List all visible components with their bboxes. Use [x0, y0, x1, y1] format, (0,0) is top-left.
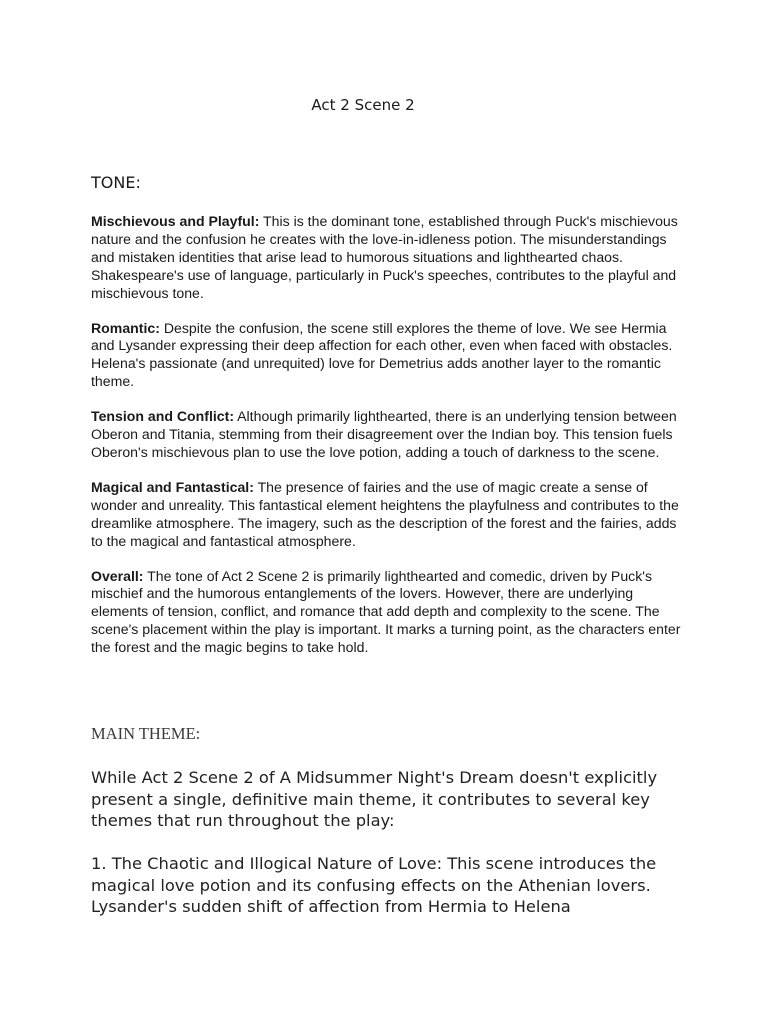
tone-item-label: Magical and Fantastical: [91, 478, 254, 495]
tone-item-overall [91, 568, 681, 658]
tone-item-label: Romantic: [91, 319, 160, 336]
tone-item-text: The tone of Act 2 Scene 2 is primarily lighthearted and comedic, driven by Puck's mischief and the humorous entanglements of the lovers. However, there are underlying elements of tension, conflict, and romance that add depth and complexity to the scene. The scene's placement within the play is important. It marks a turning point, as the characters enter the forest and the magic begins to take hold. [91, 567, 681, 656]
tone-list [91, 213, 681, 674]
tone-item-magical [91, 479, 681, 551]
tone-item-label: Mischievous and Playful: [91, 213, 260, 229]
tone-item-text: The presence of fairies and the use of magic create a sense of wonder and unreality. This fantastical element heightens the playfulness and contributes to the dreamlike atmosphere. The imagery, such as the description of the forest and the fairies, adds to the magical and fantastical atmosphere. [91, 478, 679, 549]
tone-item-label: Tension and Conflict: [91, 408, 235, 425]
tone-item-text: Despite the confusion, the scene still explores the theme of love. We see Hermia and Lysander expressing their deep affection for each other, even when faced with obstacles. Helena's passionate (and unrequited) love for Demetrius adds another layer to the romantic theme. [91, 319, 673, 390]
tone-item-tension [91, 408, 681, 462]
main-theme-heading: MAIN THEME: [91, 724, 201, 743]
tone-item-romantic [91, 320, 681, 392]
tone-heading: TONE: [91, 173, 141, 192]
page-title: Act 2 Scene 2 [311, 96, 415, 114]
tone-item-text: This is the dominant tone, established through Puck's mischievous nature and the confusion he creates with the love-in-idleness potion. The misunderstandings and mistaken identities that arise lead to humorous situations and lighthearted chaos. Shakespeare's use of language, particularly in Puck's speeches, contributes to the playful and mischievous tone. [91, 213, 678, 301]
main-theme-point-1: 1. The Chaotic and Illogical Nature of Love: This scene introduces the magical love potion and its confusing effects on the Athenian lovers. Lysander's sudden shift of affection from Hermia to Helena [91, 854, 657, 917]
tone-item-text: Although primarily lighthearted, there is an underlying tension between Oberon and Titania, stemming from their disagreement over the Indian boy. This tension fuels Oberon's mischievous plan to use the love potion, adding a touch of darkness to the scene. [91, 408, 677, 460]
tone-item-mischievous [91, 213, 681, 303]
main-theme-intro: While Act 2 Scene 2 of A Midsummer Night's Dream doesn't explicitly present a single, definitive main theme, it contributes to several key themes that run throughout the play: [91, 768, 658, 831]
tone-item-label: Overall: [91, 567, 144, 584]
